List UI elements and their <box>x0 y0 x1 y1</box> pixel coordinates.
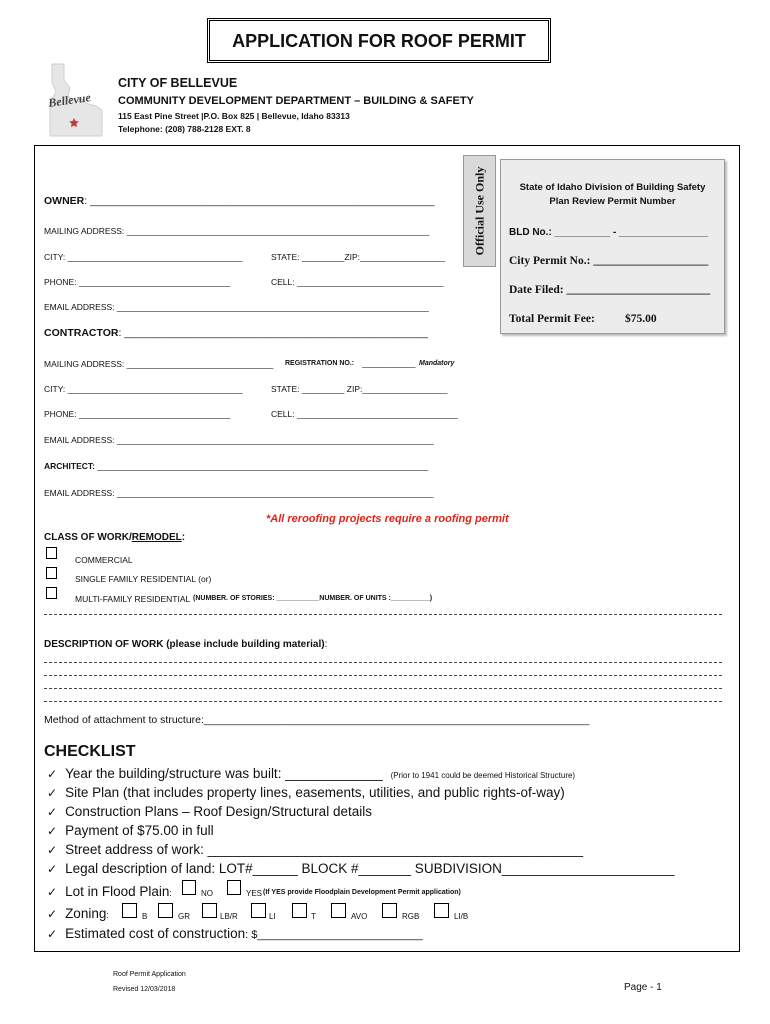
bld-no-field[interactable]: BLD No.: __________ - ________________ <box>509 227 709 238</box>
contractor-field[interactable]: : ____________________________________________________ <box>118 327 428 339</box>
total-fee-label: Total Permit Fee: <box>509 313 595 325</box>
checkmark-icon: ✓ <box>47 885 58 899</box>
checklist-item-year: ✓ Year the building/structure was built: _____________ (Prior to 1941 could be deemed Historical Structure) <box>47 766 576 781</box>
owner-state-zip-field[interactable]: STATE: _________ZIP:__________________ <box>271 252 446 262</box>
zone-t-checkbox[interactable] <box>292 903 307 918</box>
zone-t-label: T <box>311 912 316 921</box>
zone-avo-label: AVO <box>351 912 368 921</box>
page-number: Page - 1 <box>624 982 662 993</box>
footer-revised-date: Revised 12/03/2018 <box>113 986 176 993</box>
state-box-heading-2: Plan Review Permit Number <box>549 196 676 207</box>
description-line-2[interactable] <box>44 675 722 676</box>
checklist-item-flood-plain: ✓ Lot in Flood Plain: <box>47 884 172 899</box>
state-permit-box <box>500 159 725 334</box>
owner-phone-field[interactable]: PHONE: ________________________________ <box>44 277 231 287</box>
checklist-item-legal-description: ✓ Legal description of land: LOT#______ BLOCK #_______ SUBDIVISION_______________________ <box>47 861 675 876</box>
flood-no-label: NO <box>201 889 213 898</box>
description-line-4[interactable] <box>44 701 722 702</box>
class-of-work-colon: : <box>181 532 186 543</box>
single-family-checkbox[interactable] <box>46 567 57 579</box>
zone-lib-label: LI/B <box>454 912 469 921</box>
multi-family-label: MULTI-FAMILY RESIDENTIAL <box>75 594 191 604</box>
description-label: DESCRIPTION OF WORK (please include building material) <box>44 639 325 650</box>
footer-form-name: Roof Permit Application <box>113 971 186 978</box>
contractor-label: CONTRACTOR <box>44 327 119 339</box>
estimated-cost-field[interactable]: : $___________________________ <box>245 929 423 941</box>
checklist-heading: CHECKLIST <box>44 743 136 760</box>
state-box-heading-1: State of Idaho Division of Building Safety <box>519 182 706 193</box>
contractor-state-zip-field[interactable]: STATE: _________ ZIP:__________________ <box>271 384 448 394</box>
total-fee-value: $75.00 <box>625 313 657 325</box>
zone-rgb-checkbox[interactable] <box>382 903 397 918</box>
roofing-permit-note: *All reroofing projects require a roofing permit <box>266 513 509 525</box>
description-line-1[interactable] <box>44 662 722 663</box>
checklist-item-street-address: ✓ Street address of work: __________________________________________________ <box>47 842 584 857</box>
city-address: 115 East Pine Street |P.O. Box 825 | Bellevue, Idaho 83313 <box>118 111 350 121</box>
date-filed-field[interactable]: Date Filed: _________________________ <box>509 284 711 296</box>
flood-yes-label: YES <box>246 889 263 898</box>
checklist-item-construction-plans: ✓ Construction Plans – Roof Design/Structural details <box>47 804 372 819</box>
official-use-tab <box>463 155 496 267</box>
zone-lbr-label: LB/R <box>220 912 238 921</box>
zone-lib-checkbox[interactable] <box>434 903 449 918</box>
owner-label: OWNER <box>44 195 85 207</box>
contractor-mailing-field[interactable]: MAILING ADDRESS: _______________________________ <box>44 359 274 369</box>
commercial-label: COMMERCIAL <box>75 555 133 565</box>
logo-text: Bellevue <box>47 90 92 110</box>
flood-note: (If YES provide Floodplain Development Permit application) <box>263 889 461 896</box>
contractor-phone-field[interactable]: PHONE: ________________________________ <box>44 409 231 419</box>
checkmark-icon: ✓ <box>47 927 58 941</box>
checklist-item-site-plan: ✓ Site Plan (that includes property lines, easements, utilities, and public rights-of-way) <box>47 785 565 800</box>
owner-city-field[interactable]: CITY: _____________________________________ <box>44 252 243 262</box>
multi-family-details-field[interactable]: (NUMBER. OF STORIES: ___________NUMBER. OF UNITS :__________) <box>193 595 433 602</box>
owner-field[interactable]: : ___________________________________________________________ <box>84 195 435 207</box>
multi-family-checkbox[interactable] <box>46 587 57 599</box>
registration-field[interactable]: ____________ <box>362 359 416 368</box>
class-of-work-heading <box>44 532 185 543</box>
checklist-item-payment: ✓ Payment of $75.00 in full <box>47 823 214 838</box>
zone-gr-checkbox[interactable] <box>158 903 173 918</box>
commercial-checkbox[interactable] <box>46 547 57 559</box>
single-family-label: SINGLE FAMILY RESIDENTIAL (or) <box>75 574 212 584</box>
city-permit-field[interactable]: City Permit No.: ____________________ <box>509 255 709 267</box>
form-title-box <box>207 18 551 63</box>
flood-yes-checkbox[interactable] <box>227 880 241 895</box>
zone-li-label: LI <box>269 912 276 921</box>
city-name: CITY OF BELLEVUE <box>118 76 238 90</box>
contractor-row <box>44 327 428 339</box>
department-name: COMMUNITY DEVELOPMENT DEPARTMENT – BUILDING & SAFETY <box>118 95 474 107</box>
attachment-method-field[interactable]: Method of attachment to structure:__________________________________________________________________ <box>44 714 590 726</box>
form-title: APPLICATION FOR ROOF PERMIT <box>232 31 526 51</box>
owner-row <box>44 195 435 207</box>
zone-rgb-label: RGB <box>402 912 420 921</box>
separator-line <box>44 614 722 615</box>
description-colon: : <box>324 639 328 650</box>
checkmark-icon: ✓ <box>47 824 58 838</box>
remodel-label: REMODEL <box>131 532 182 543</box>
description-line-3[interactable] <box>44 688 722 689</box>
checkmark-icon: ✓ <box>47 805 58 819</box>
checklist-item-estimated-cost: ✓ Estimated cost of construction: $___________________________ <box>47 926 423 941</box>
checklist-item-zoning: ✓ Zoning: <box>47 906 109 921</box>
architect-email-field[interactable]: EMAIL ADDRESS: ___________________________________________________________________ <box>44 488 434 498</box>
contractor-city-field[interactable]: CITY: _____________________________________ <box>44 384 243 394</box>
architect-field[interactable]: ______________________________________________________________________ <box>97 461 429 471</box>
description-heading <box>44 639 327 650</box>
zone-li-checkbox[interactable] <box>251 903 266 918</box>
architect-row <box>44 461 428 471</box>
zone-b-label: B <box>142 912 148 921</box>
checkmark-icon: ✓ <box>47 786 58 800</box>
owner-mailing-field[interactable]: MAILING ADDRESS: ________________________________________________________________ <box>44 226 430 236</box>
historical-note: (Prior to 1941 could be deemed Historical Structure) <box>390 771 576 780</box>
zone-gr-label: GR <box>178 912 190 921</box>
flood-no-checkbox[interactable] <box>182 880 196 895</box>
zone-b-checkbox[interactable] <box>122 903 137 918</box>
zone-avo-checkbox[interactable] <box>331 903 346 918</box>
zone-lbr-checkbox[interactable] <box>202 903 217 918</box>
registration-label: REGISTRATION NO.: <box>285 360 355 367</box>
checkmark-icon: ✓ <box>47 907 58 921</box>
city-logo <box>44 62 106 138</box>
contractor-cell-field[interactable]: CELL: __________________________________ <box>271 409 458 419</box>
checkmark-icon: ✓ <box>47 767 58 781</box>
mandatory-note: Mandatory <box>419 360 455 367</box>
contractor-email-field[interactable]: EMAIL ADDRESS: ___________________________________________________________________ <box>44 435 434 445</box>
official-use-label: Official Use Only <box>472 166 486 256</box>
checkmark-icon: ✓ <box>47 862 58 876</box>
checkmark-icon: ✓ <box>47 843 58 857</box>
class-of-work-label: CLASS OF WORK/ <box>44 532 132 543</box>
owner-cell-field[interactable]: CELL: _______________________________ <box>271 277 444 287</box>
architect-label: ARCHITECT: <box>44 461 95 471</box>
city-telephone: Telephone: (208) 788-2128 EXT. 8 <box>118 124 251 134</box>
owner-email-field[interactable]: EMAIL ADDRESS: __________________________________________________________________ <box>44 302 429 312</box>
